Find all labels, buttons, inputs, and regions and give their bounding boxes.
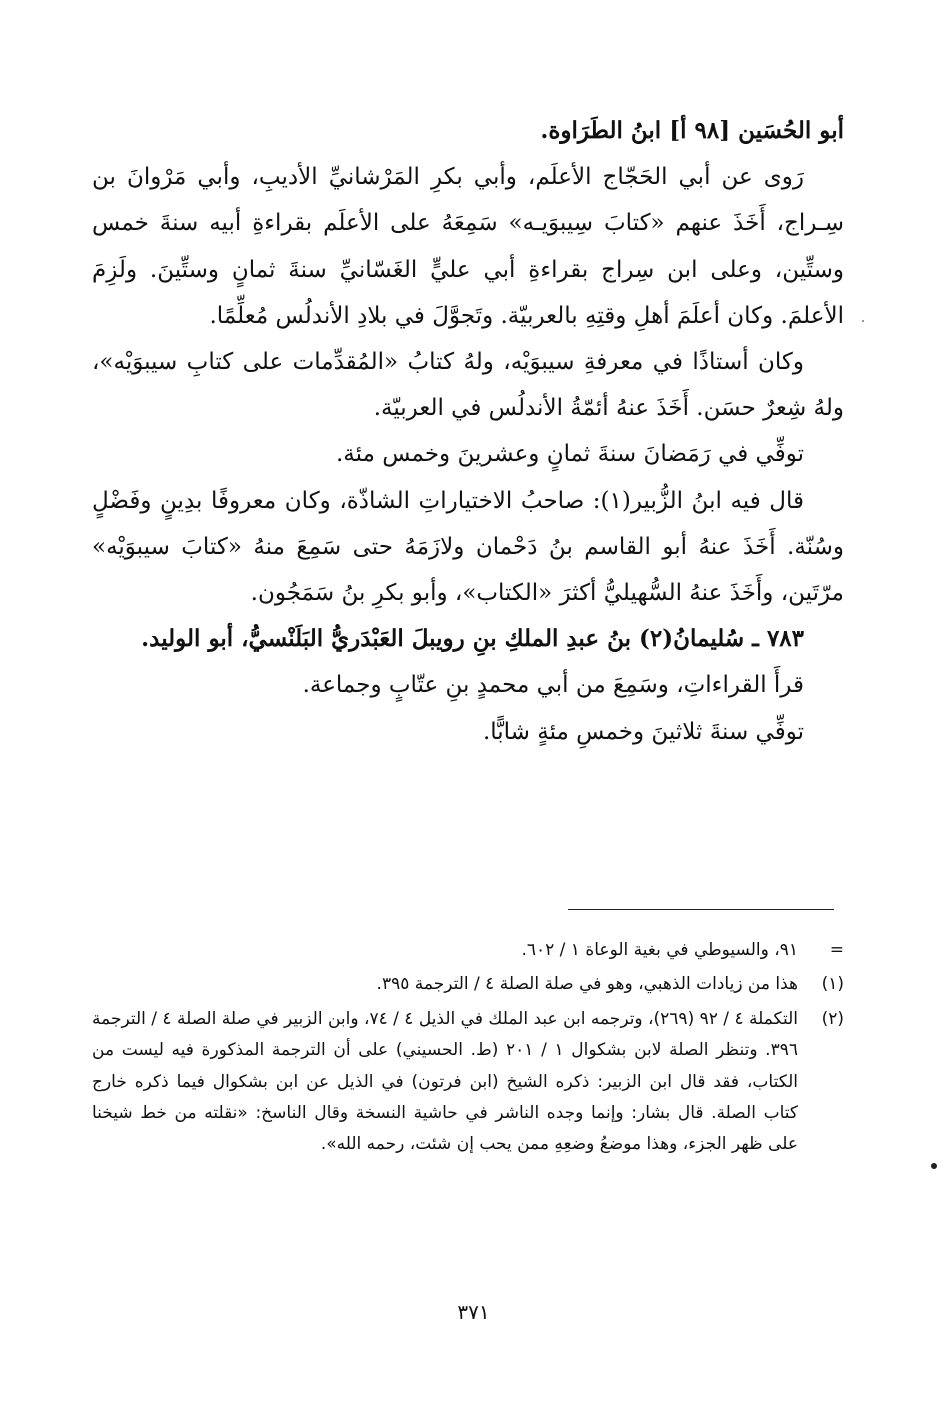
- footnote-text: هذا من زيادات الذهبي، وهو في صلة الصلة ٤ / الترجمة ٣٩٥.: [376, 974, 798, 995]
- page-number: ٣٧١: [457, 1300, 490, 1324]
- entry-paragraph: رَوى عن أبي الحَجّاج الأعلَم، وأبي بكرِ المَرْشانيِّ الأديبِ، وأبي مَرْوانَ بن سِـراج، أَخَذَ عنهم «كتابَ سِيبوَيـه» سَمِعَهُ على الأعلَم بقراءةِ أبيه سنةَ خمس وستِّين، وعلى ابن سِراج بقراءةِ أبي عليٍّ الغَسّانيِّ سنةَ ثمانٍ وستِّينَ. ولَزِمَ الأعلمَ. وكان أعلَمَ أهلِ وقتِهِ بالعربيّة. وتَجوَّلَ في بلادِ الأندلُس مُعلِّمًا.: [92, 164, 844, 329]
- footnote: [92, 1004, 844, 1161]
- footnote: [92, 935, 844, 966]
- footnote-separator: [568, 909, 834, 910]
- footnotes: [92, 935, 844, 1164]
- entry-paragraph: توفِّي سنةَ ثلاثينَ وخمسِ مئةٍ شابًّا.: [482, 718, 804, 745]
- scan-mark: [931, 1163, 937, 1169]
- entry-paragraph: وكان أستاذًا في معرفةِ سيبوَيْه، ولهُ كتابُ «المُقدِّمات على كتابِ سيبوَيْه»، ولهُ شِعرٌ حسَن. أَخَذَ عنهُ أئمّةُ الأندلُس في العربيّة.: [92, 349, 844, 422]
- entry-paragraph: قرأَ القراءاتِ، وسَمِعَ من أبي محمدٍ بنِ عتّابٍ وجماعة.: [302, 672, 804, 699]
- footnote-mark: (٢): [821, 1008, 844, 1029]
- scan-speck: [862, 320, 864, 322]
- entry-heading: ٧٨٣ ـ سُليمانُ(٢) بنُ عبدِ الملكِ بنِ رويبلَ العَبْدَريُّ البَلَنْسيُّ، أبو الوليد.: [141, 625, 804, 653]
- main-text: [92, 108, 844, 755]
- entry-paragraph: توفِّي في رَمَضانَ سنةَ ثمانٍ وعشرينَ وخمس مئة.: [336, 441, 804, 468]
- footnote: [92, 969, 844, 1000]
- entry-heading-continued: أبو الحُسَين [٩٨ أ] ابنُ الطَرَاوة.: [540, 117, 844, 144]
- footnote-text: التكملة ٤ / ٩٢ (٢٦٩)، وترجمه ابن عبد الملك في الذيل ٤ / ٧٤، وابن الزبير في صلة الصلة ٤ / الترجمة ٣٩٦. وتنظر الصلة لابن بشكوال ١ / ٢٠١ (ط. الحسيني) على أن الترجمة المذكورة فيه ليست من الكتاب، فقد قال ابن الزبير: ذكره الشيخ (ابن فرتون) في الذيل عن ابن بشكوال فيما ذكره خارج كتاب الصلة. قال بشار: وإنما وجده الناشر في حاشية النسخة وقال الناسخ: «نقلته من خط شيخنا على ظهر الجزء، وهذا موضعُ وضعِهِ ممن يحب إن شئت، رحمه الله».: [92, 1008, 798, 1155]
- footnote-mark: (١): [821, 974, 844, 995]
- entry-paragraph: قال فيه ابنُ الزُّبير(١): صاحبُ الاختياراتِ الشاذّة، وكان معروفًا بدِينٍ وفَضْلٍ وسُنّة. أَخَذَ عنهُ أبو القاسم بنُ دَحْمان ولازَمَهُ حتى سَمِعَ منهُ «كتابَ سيبوَيْه» مرّتَين، وأَخَذَ عنهُ السُّهيليُّ أكثرَ «الكتاب»، وأبو بكرِ بنُ سَمَجُون.: [92, 487, 844, 607]
- footnote-text: ٩١، والسيوطي في بغية الوعاة ١ / ٦٠٢.: [521, 940, 798, 960]
- footnote-mark: =: [829, 940, 844, 960]
